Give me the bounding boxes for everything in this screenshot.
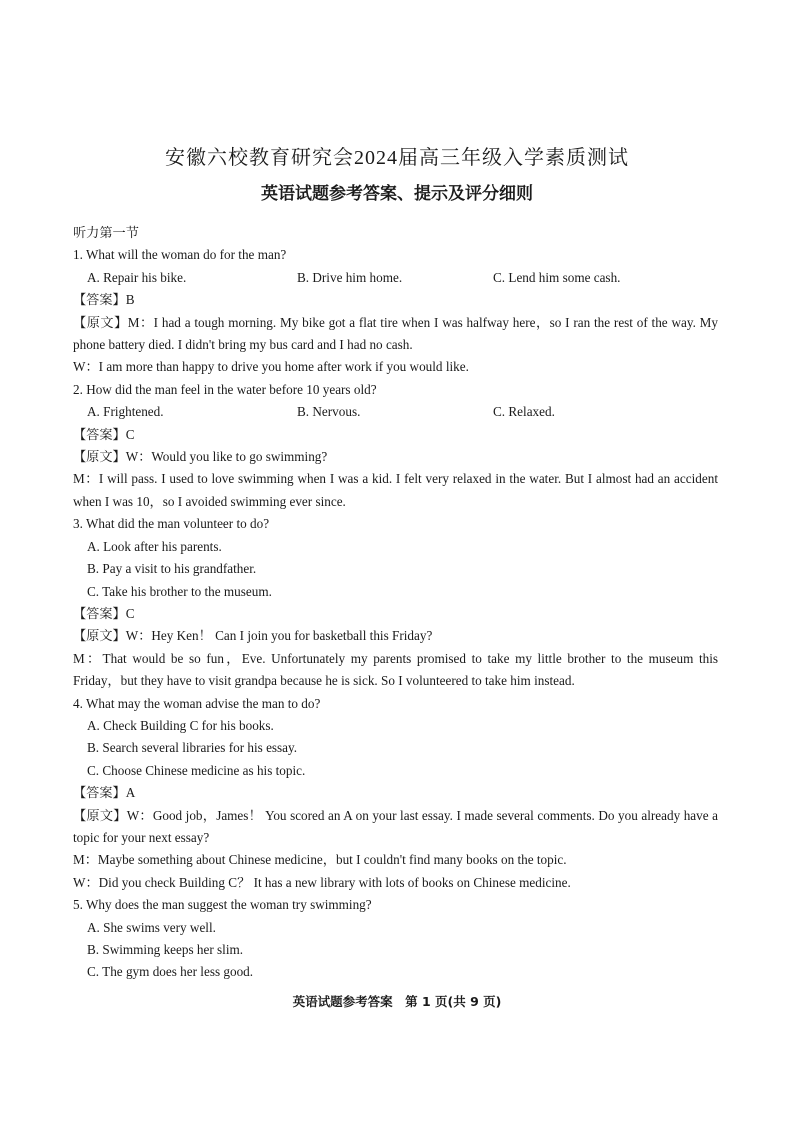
option-a: A. Frightened. bbox=[87, 404, 164, 420]
option-c: C. Choose Chinese medicine as his topic. bbox=[87, 762, 306, 778]
page-title: 安徽六校教育研究会2024届高三年级入学素质测试 bbox=[165, 147, 629, 169]
question-3: 3. What did the man volunteer to do? bbox=[73, 516, 270, 532]
question-5: 5. Why does the man suggest the woman try swimming? bbox=[73, 897, 372, 913]
transcript-2-line-1: 【原文】W：Would you like to go swimming? bbox=[73, 449, 328, 465]
answer-1: 【答案】B bbox=[73, 292, 135, 308]
transcript-3-line-1: 【原文】W：Hey Ken！ Can I join you for basketball this Friday? bbox=[73, 628, 433, 644]
option-b: B. Drive him home. bbox=[297, 269, 403, 285]
option-a: A. Repair his bike. bbox=[87, 269, 187, 285]
option-b: B. Pay a visit to his grandfather. bbox=[87, 561, 257, 577]
option-b: B. Search several libraries for his essay. bbox=[87, 740, 298, 756]
answer-4: 【答案】A bbox=[73, 785, 136, 801]
option-c: C. Take his brother to the museum. bbox=[87, 583, 272, 599]
option-c: C. Lend him some cash. bbox=[493, 269, 621, 285]
answer-content bbox=[73, 222, 718, 984]
option-a: A. She swims very well. bbox=[87, 919, 216, 935]
section-heading: 听力第一节 bbox=[73, 225, 139, 240]
option-b: B. Swimming keeps her slim. bbox=[87, 942, 244, 957]
option-a: A. Look after his parents. bbox=[87, 538, 222, 554]
transcript-2-line-2: M：I will pass. I used to love swimming when I was a kid. I felt very relaxed in the water. But I almost had an accident when I was 10，so I avoided swimming ever since. bbox=[73, 471, 718, 509]
transcript-4-line-3: W：Did you check Building C？ It has a new library with lots of books on Chinese medicine. bbox=[73, 874, 571, 890]
question-1-options bbox=[73, 267, 718, 289]
page-subtitle: 英语试题参考答案、提示及评分细则 bbox=[261, 184, 533, 204]
option-b: B. Nervous. bbox=[297, 404, 361, 420]
option-c: C. Relaxed. bbox=[493, 404, 555, 420]
option-a: A. Check Building C for his books. bbox=[87, 717, 274, 733]
transcript-3-line-2: M：That would be so fun，Eve. Unfortunately my parents promised to take my little brother to the museum this Friday，but they have to visit grandpa because he is sick. So I volunteered to take him instead. bbox=[73, 650, 718, 689]
question-1: 1. What will the woman do for the man? bbox=[73, 247, 287, 263]
page-footer: 英语试题参考答案 第 1 页(共 9 页) bbox=[292, 994, 502, 1009]
transcript-4-line-1: 【原文】W：Good job，James！ You scored an A on your last essay. I made several comments. Do you already have a topic for your next essay? bbox=[73, 807, 718, 845]
option-c: C. The gym does her less good. bbox=[87, 964, 254, 980]
transcript-1-line-2: W：I am more than happy to drive you home after work if you would like. bbox=[73, 359, 469, 375]
question-4: 4. What may the woman advise the man to do? bbox=[73, 695, 321, 711]
question-2-options bbox=[73, 401, 718, 423]
question-2: 2. How did the man feel in the water before 10 years old? bbox=[73, 381, 377, 397]
transcript-4-line-2: M：Maybe something about Chinese medicine，but I couldn't find many books on the topic. bbox=[73, 852, 567, 868]
answer-2: 【答案】C bbox=[73, 426, 135, 442]
transcript-1-line-1: 【原文】M：I had a tough morning. My bike got a flat tire when I was halfway here，so I ran the rest of the way. My phone battery died. I didn't bring my bus card and I had no cash. bbox=[73, 314, 718, 353]
answer-3: 【答案】C bbox=[73, 605, 135, 621]
